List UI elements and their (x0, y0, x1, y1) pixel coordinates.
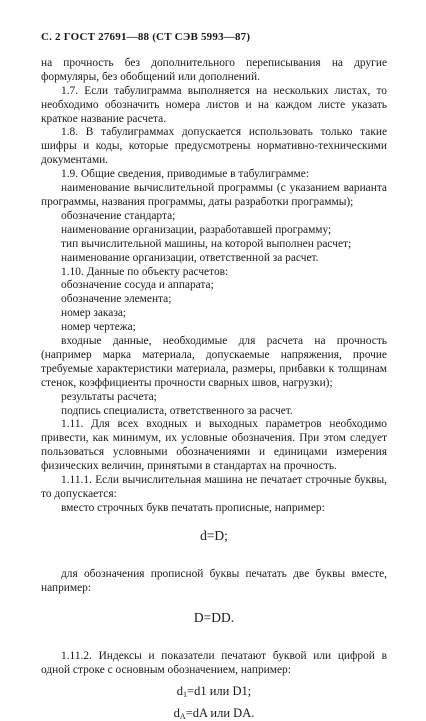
paragraph: на прочность без дополнительного переписывания на другие формуляры, без обобщений или дополнений. (41, 56, 387, 83)
formula-subscript: A (179, 712, 186, 721)
formula (41, 705, 387, 721)
list-item: номер заказа; (61, 307, 127, 320)
paragraph: 1.10. Данные по объекту расчетов: (61, 265, 229, 278)
list-item: тип вычислительной машины, на которой выполнен расчет; (61, 237, 352, 250)
list-item: наименование организации, ответственной за расчет. (61, 251, 319, 264)
formula-rest: =dA или DA. (185, 706, 255, 721)
list-item: обозначение сосуда и аппарата; (61, 279, 214, 292)
paragraph: 1.11.1. Если вычислительная машина не печатает строчные буквы, то допускается: (41, 474, 387, 500)
paragraph: 1.9. Общие сведения, приводимые в табулиграмме: (61, 168, 309, 181)
formula (41, 683, 387, 699)
formula: d=D; (200, 527, 228, 543)
formula-rest: =d1 или D1; (187, 684, 252, 699)
paragraph: вместо строчных букв печатать прописные, например: (61, 501, 325, 514)
paragraph: 1.11.2. Индексы и показатели печатают буквой или цифрой в одной строке с основным обозначением, например: (41, 649, 387, 676)
document-page (41, 31, 387, 721)
formula-base: d (173, 706, 180, 721)
formula-base: d (176, 684, 184, 699)
list-item: наименование организации, разработавшей программу; (61, 223, 332, 236)
list-item: обозначение элемента; (61, 293, 172, 306)
paragraph: для обозначения прописной буквы печатать две буквы вместе, например: (41, 567, 387, 594)
list-item: результаты расчета; (61, 390, 157, 403)
list-item: обозначение стандарта; (61, 209, 176, 222)
formula: D=DD. (193, 609, 235, 625)
list-item: подпись специалиста, ответственного за расчет. (61, 404, 293, 417)
paragraph: входные данные, необходимые для расчета на прочность (например марка материала, допускаемые напряжения, прочие требуемые характеристики материала, размеры, прибавки к толщинам стенок, коэффициенты прочности сварных швов, нагрузки); (41, 335, 387, 389)
paragraph: 1.7. Если табулиграмма выполняется на нескольких листах, то необходимо обозначить номера листов и на каждом листе указать краткое название расчета. (41, 84, 387, 125)
paragraph: 1.8. В табулиграммах допускается использовать только такие шифры и коды, которые предусмотрены нормативно-техническими документами. (41, 126, 387, 167)
paragraph: наименование вычислительной программы (с указанием варианта программы, названия программы, даты разработки программы); (41, 182, 387, 208)
paragraph: 1.11. Для всех входных и выходных параметров необходимо привести, как минимум, их условные обозначения. При этом следует пользоваться условными обозначениями и единицами измерения физических величин, принятыми в стандартах на прочность. (41, 418, 387, 473)
formula-subscript: 1 (183, 690, 188, 700)
list-item: номер чертежа; (61, 321, 136, 334)
page-header: С. 2 ГОСТ 27691—88 (СТ СЭВ 5993—87) (41, 31, 251, 43)
